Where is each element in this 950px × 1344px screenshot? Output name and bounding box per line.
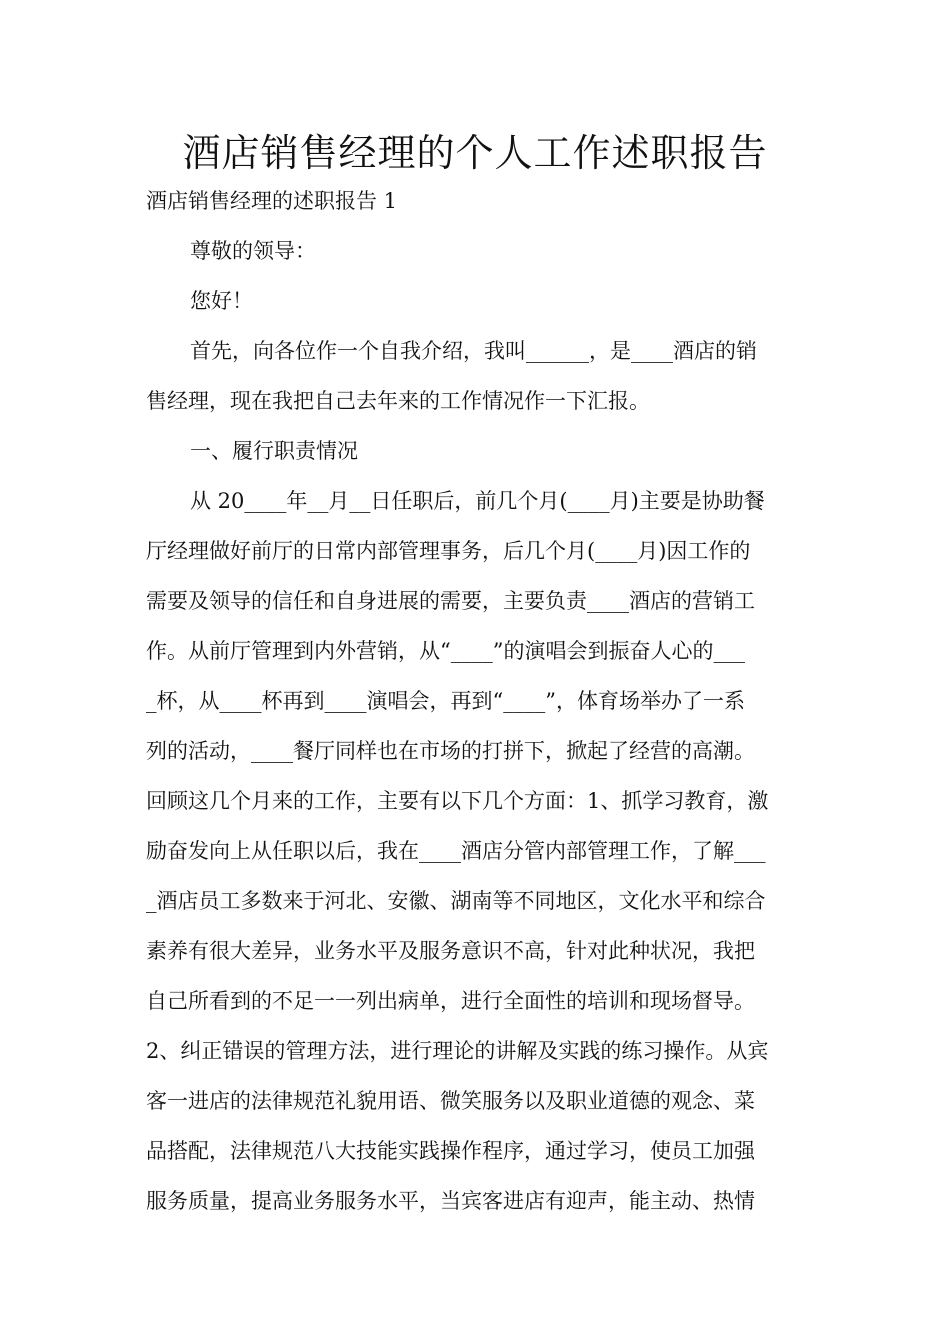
greeting: 您好！ <box>190 289 253 313</box>
paragraph-line: 品搭配，法律规范八大技能实践操作程序，通过学习，使员工加强 <box>146 1139 755 1163</box>
paragraph-line: 励奋发向上从任职以后，我在____酒店分管内部管理工作，了解___ <box>146 839 766 863</box>
salutation: 尊敬的领导： <box>190 239 316 263</box>
paragraph-line: 首先，向各位作一个自我介绍，我叫______，是____酒店的销 <box>190 339 757 363</box>
paragraph-line: 回顾这几个月来的工作，主要有以下几个方面：1、抓学习教育，激 <box>146 789 769 813</box>
paragraph-line: _杯，从____杯再到____演唱会，再到“____”，体育场举办了一系 <box>146 689 745 713</box>
paragraph-line: 需要及领导的信任和自身进展的需要，主要负责____酒店的营销工 <box>146 589 755 613</box>
paragraph-line: 素养有很大差异，业务水平及服务意识不高，针对此种状况，我把 <box>146 939 755 963</box>
paragraph-line: 自己所看到的不足一一列出病单，进行全面性的培训和现场督导。 <box>146 989 755 1013</box>
paragraph-line: 作。从前厅管理到内外营销，从“____”的演唱会到振奋人心的___ <box>146 639 745 663</box>
paragraph-line: 厅经理做好前厅的日常内部管理事务，后几个月(____月)因工作的 <box>146 539 751 563</box>
paragraph-line: 2、纠正错误的管理方法，进行理论的讲解及实践的练习操作。从宾 <box>146 1039 769 1063</box>
document-subtitle: 酒店销售经理的述职报告 1 <box>146 189 398 213</box>
paragraph-line: 售经理，现在我把自己去年来的工作情况作一下汇报。 <box>146 389 650 413</box>
section-heading: 一、履行职责情况 <box>190 439 358 463</box>
paragraph-line: 客一进店的法律规范礼貌用语、微笑服务以及职业道德的观念、菜 <box>146 1089 755 1113</box>
paragraph-line: _酒店员工多数来于河北、安徽、湖南等不同地区，文化水平和综合 <box>146 889 766 913</box>
paragraph-line: 从 20____年__月__日任职后，前几个月(____月)主要是协助餐 <box>190 489 765 513</box>
paragraph-line: 服务质量，提高业务服务水平，当宾客进店有迎声，能主动、热情 <box>146 1189 755 1213</box>
paragraph-line: 列的活动，____餐厅同样也在市场的打拼下，掀起了经营的高潮。 <box>146 739 755 763</box>
document-title: 酒店销售经理的个人工作述职报告 <box>182 131 768 175</box>
